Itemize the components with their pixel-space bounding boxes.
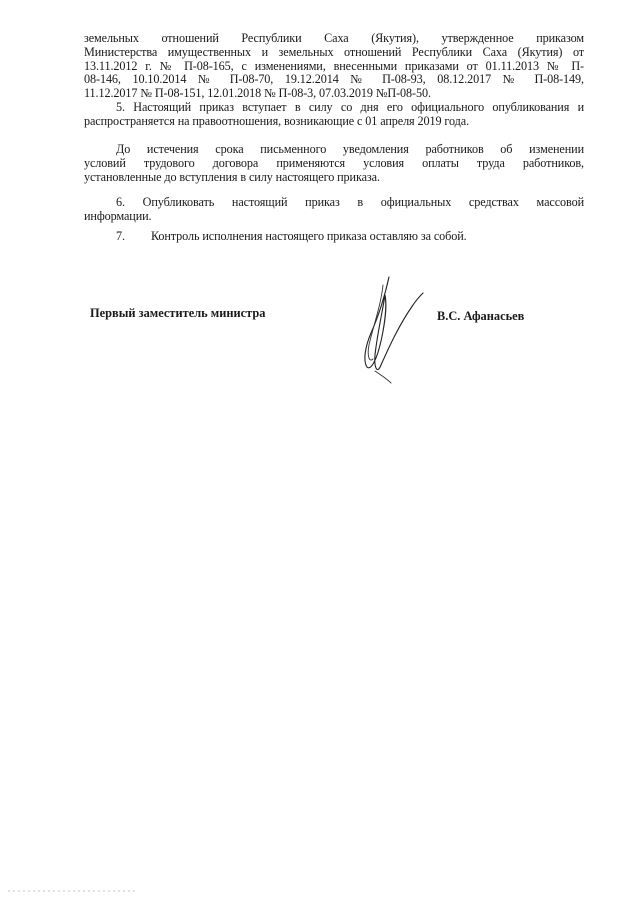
paragraph-6 [84, 196, 584, 224]
text-line: 13.11.2012 г. № П-08-165, с изменениями, внесенными приказами от 01.11.2013 № П- [84, 58, 584, 73]
text-line: 11.12.2017 № П-08-151, 12.01.2018 № П-08-3, 07.03.2019 №П-08-50. [84, 86, 431, 101]
signatory-title: Первый заместитель министра [90, 306, 266, 320]
text-line: распространяется на правоотношения, возникающие с 01 апреля 2019 года. [84, 113, 470, 128]
text-line: До истечения срока письменного уведомления работников об изменении [116, 142, 584, 156]
text-line: 08-146, 10.10.2014 № П-08-70, 19.12.2014 № П-08-93, 08.12.2017 № П-08-149, [84, 72, 584, 87]
text-line [84, 230, 584, 244]
text-line: Министерства имущественных и земельных отношений Республики Саха (Якутия) от [84, 44, 584, 59]
text-line: 5. Настоящий приказ вступает в силу со дня его официального опубликования и [116, 100, 584, 114]
item-text: Контроль исполнения настоящего приказа оставляю за собой. [150, 229, 467, 243]
paragraph-notice [84, 143, 584, 184]
text-line: 6. Опубликовать настоящий приказ в официальных средствах массовой [116, 195, 584, 209]
paragraph-intro [84, 32, 584, 101]
paragraph-5 [84, 101, 584, 129]
paragraph-7 [84, 230, 584, 244]
handwritten-signature [355, 275, 425, 385]
text-line: информации. [84, 208, 152, 223]
scan-artifact [8, 889, 138, 893]
item-number: 7. [116, 229, 125, 243]
text-line: условий трудового договора применяются условия оплаты труда работников, [84, 155, 584, 170]
text-line: установленные до вступления в силу настоящего приказа. [84, 169, 380, 184]
signatory-name: В.С. Афанасьев [437, 309, 525, 323]
text-line: земельных отношений Республики Саха (Якутия), утвержденное приказом [84, 31, 584, 45]
